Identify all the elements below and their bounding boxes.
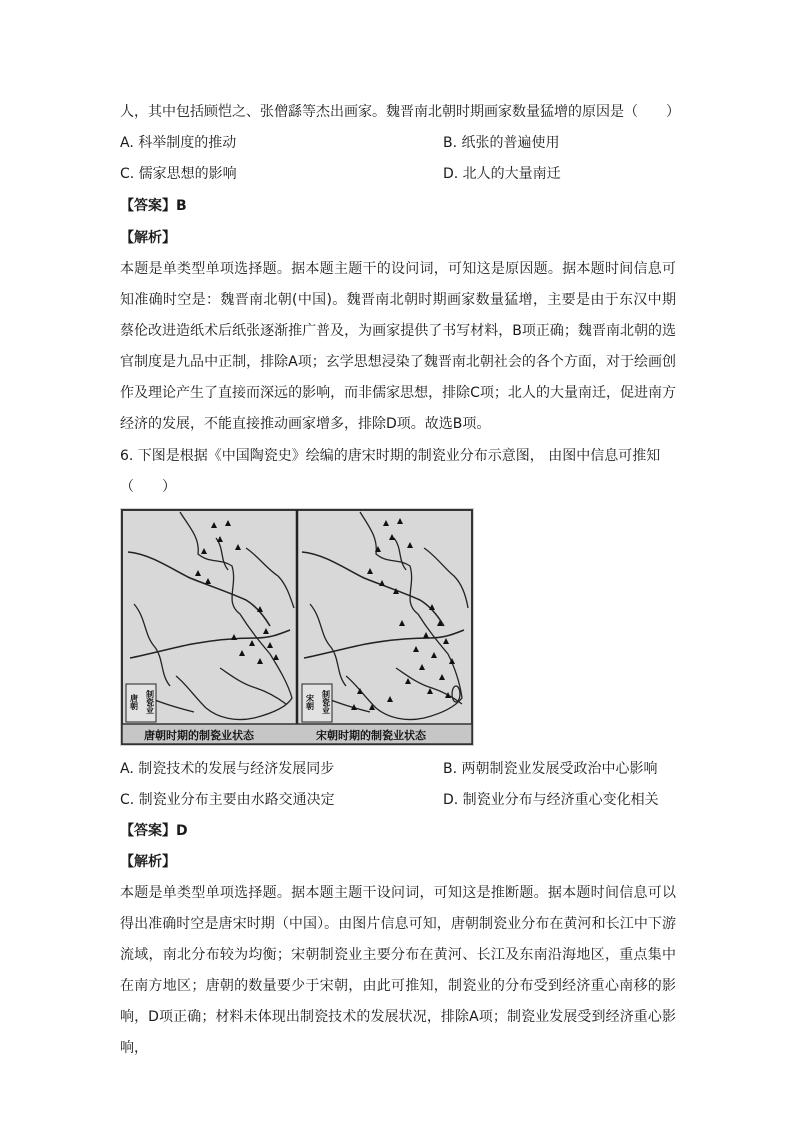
q6-option-a[interactable]: A. 制瓷技术的发展与经济发展同步 [120, 761, 335, 777]
song-legend-title: 制瓷业 [321, 690, 331, 714]
tang-map-caption: 唐朝时期的制瓷业状态 [144, 729, 254, 742]
song-map-caption: 宋朝时期的制瓷业状态 [316, 729, 426, 742]
q5-option-c[interactable]: C. 儒家思想的影响 [120, 166, 237, 182]
tang-legend-dynasty: 唐朝 [129, 694, 139, 710]
question5-stem-tail: 人，其中包括顾恺之、张僧繇等杰出画家。魏晋南北朝时期画家数量猛增的原因是（ ） [120, 104, 680, 120]
q6-stem-bracket: （ ） [120, 479, 176, 495]
q6-analysis-label: 【解析】 [120, 854, 176, 870]
q6-analysis-text: 本题是单类型单项选择题。据本题主题干设问词，可知这是推断题。据本题时间信息可以得出准确时空是唐宋时期（中国）。由图片信息可知，唐朝制瓷业分布在黄河和长江中下游流域，南北分布较为均衡；宋朝制瓷业主要分布在黄河、长江及东南沿海地区，重点集中在南方地区；唐朝的数量要少于宋朝，由此可推知，制瓷业的分布受到经济重心南移的影响，D项正确；材料未体现出制瓷技术的发展状况，排除A项；制瓷业发展受到经济重心影响， [120, 885, 676, 1056]
q5-option-d[interactable]: D. 北人的大量南迁 [443, 166, 561, 182]
song-legend-dynasty: 宋朝 [305, 694, 315, 710]
q6-option-c[interactable]: C. 制瓷业分布主要由水路交通决定 [120, 792, 335, 808]
q6-stem: 6. 下图是根据《中国陶瓷史》绘编的唐宋时期的制瓷业分布示意图， 由图中信息可推知 [120, 448, 661, 464]
q5-analysis-label: 【解析】 [120, 230, 176, 246]
q5-answer: 【答案】B [120, 198, 187, 214]
q6-option-d[interactable]: D. 制瓷业分布与经济重心变化相关 [443, 792, 659, 808]
tang-legend-title: 制瓷业 [145, 690, 155, 714]
q5-analysis-text: 本题是单类型单项选择题。据本题主题干的设问词，可知这是原因题。据本题时间信息可知准确时空是：魏晋南北朝(中国)。魏晋南北朝时期画家数量猛增，主要是由于东汉中期蔡伦改进造纸术后纸张逐渐推广普及，为画家提供了书写材料，B项正确；魏晋南北朝的选官制度是九品中正制，排除A项；玄学思想浸染了魏晋南北朝社会的各个方面，对于绘画创作及理论产生了直接而深远的影响，而非儒家思想，排除C项；北人的大量南迁，促进南方经济的发展，不能直接推动画家增多，排除D项。故选B项。 [120, 261, 676, 432]
q6-answer: 【答案】D [120, 823, 188, 839]
q5-option-b[interactable]: B. 纸张的普遍使用 [443, 135, 560, 151]
q6-option-b[interactable]: B. 两朝制瓷业发展受政治中心影响 [443, 761, 658, 777]
porcelain-distribution-map [120, 508, 474, 746]
q5-option-a[interactable]: A. 科举制度的推动 [120, 135, 237, 151]
